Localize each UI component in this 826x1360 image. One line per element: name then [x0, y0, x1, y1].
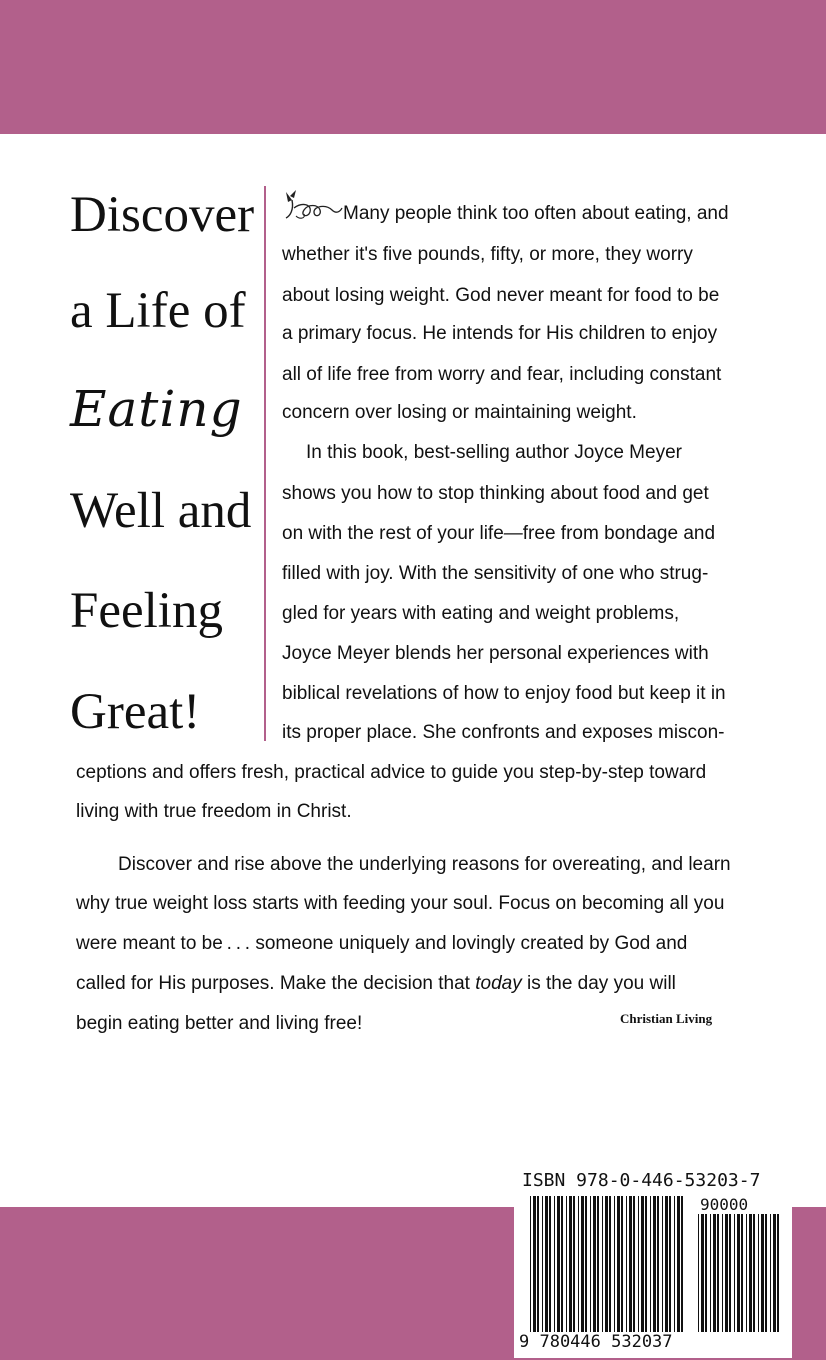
barcode-bar — [777, 1214, 779, 1332]
barcode-bar — [537, 1196, 539, 1332]
description-line-5: all of life free from worry and fear, including constant — [282, 364, 722, 385]
barcode-bar — [602, 1196, 603, 1332]
barcode-bar — [581, 1196, 584, 1332]
closing-line-2: why true weight loss starts with feeding your soul. Focus on becoming all you — [76, 893, 725, 914]
barcode-bar — [657, 1196, 659, 1332]
barcode-bar — [770, 1214, 771, 1332]
closing-line-1: Discover and rise above the underlying reasons for overeating, and learn — [118, 854, 731, 875]
barcode-bar — [617, 1196, 620, 1332]
description-line-11: gled for years with eating and weight problems, — [282, 603, 680, 624]
barcode-bar — [713, 1214, 716, 1332]
barcode-bar — [621, 1196, 623, 1332]
barcode-bar — [749, 1214, 752, 1332]
description-line-1: Many people think too often about eating, and — [343, 203, 729, 224]
closing-line-3: were meant to be . . . someone uniquely and lovingly created by God and — [76, 933, 688, 954]
barcode-bar — [669, 1196, 671, 1332]
headline-line-3-script: Eating — [70, 380, 243, 438]
floral-vine-icon — [282, 186, 344, 222]
barcode-bar — [741, 1214, 743, 1332]
barcode-bar — [569, 1196, 572, 1332]
barcode-bar — [633, 1196, 635, 1332]
barcode-bar — [533, 1196, 536, 1332]
barcode-bar — [545, 1196, 548, 1332]
description-line-2: whether it's five pounds, fifty, or more, they worry — [282, 244, 693, 265]
barcode-bar — [578, 1196, 579, 1332]
barcode-bar — [614, 1196, 615, 1332]
barcode-bar — [585, 1196, 587, 1332]
barcode-bar — [665, 1196, 668, 1332]
headline-line-5: Feeling — [70, 583, 223, 639]
barcode-bar — [725, 1214, 728, 1332]
barcode-bar — [753, 1214, 755, 1332]
barcode-bar — [626, 1196, 627, 1332]
barcode-bar — [629, 1196, 632, 1332]
barcode-bar — [530, 1196, 531, 1332]
description-line-9: on with the rest of your life—free from bondage and — [282, 523, 716, 544]
description-line-15: ceptions and offers fresh, practical advice to guide you step-by-step toward — [76, 762, 707, 783]
barcode-bar — [542, 1196, 543, 1332]
headline-line-6: Great! — [70, 684, 201, 740]
closing-line-4 — [76, 974, 676, 993]
barcode-bar — [554, 1196, 555, 1332]
headline-line-1: Discover — [70, 187, 255, 243]
description-line-13: biblical revelations of how to enjoy food but keep it in — [282, 683, 726, 704]
barcode-bar — [549, 1196, 551, 1332]
description-line-3: about losing weight. God never meant for food to be — [282, 285, 720, 306]
description-line-10: filled with joy. With the sensitivity of one who strug- — [282, 563, 709, 584]
barcode-bar — [590, 1196, 591, 1332]
price-code: 90000 — [700, 1195, 749, 1214]
description-line-7: In this book, best-selling author Joyce Meyer — [306, 442, 682, 463]
description-line-4: a primary focus. He intends for His children to enjoy — [282, 323, 718, 344]
headline-line-4: Well and — [70, 483, 252, 539]
barcode-bar — [609, 1196, 611, 1332]
description-line-6: concern over losing or maintaining weight. — [282, 402, 637, 423]
barcode-bar — [746, 1214, 747, 1332]
barcode-bar — [638, 1196, 639, 1332]
barcode-bar — [681, 1196, 683, 1332]
top-color-band — [0, 0, 826, 134]
barcode-bar — [653, 1196, 656, 1332]
isbn-label: ISBN 978-0-446-53203-7 — [522, 1170, 761, 1191]
barcode-bar — [597, 1196, 599, 1332]
barcode-bar — [557, 1196, 560, 1332]
barcode-bar — [605, 1196, 608, 1332]
ean-barcode — [530, 1196, 688, 1332]
addon-barcode — [698, 1214, 784, 1332]
barcode-bar — [662, 1196, 663, 1332]
barcode-bar — [717, 1214, 719, 1332]
headline-line-2: a Life of — [70, 283, 246, 339]
barcode-bar — [645, 1196, 647, 1332]
description-line-12: Joyce Meyer blends her personal experiences with — [282, 643, 709, 664]
description-line-16: living with true freedom in Christ. — [76, 801, 352, 822]
barcode-bar — [705, 1214, 707, 1332]
barcode-bar — [593, 1196, 596, 1332]
barcode-bar — [722, 1214, 723, 1332]
genre-label: Christian Living — [620, 1011, 713, 1026]
barcode-bar — [761, 1214, 764, 1332]
barcode-bar — [698, 1214, 699, 1332]
barcode-bar — [650, 1196, 651, 1332]
closing-line-4-start: called for His purposes. Make the decision that — [76, 973, 476, 994]
barcode-bar — [561, 1196, 563, 1332]
barcode-bar — [566, 1196, 567, 1332]
closing-line-5: begin eating better and living free! — [76, 1013, 363, 1034]
barcode-bar — [729, 1214, 731, 1332]
barcode-bar — [737, 1214, 740, 1332]
barcode-bar — [677, 1196, 680, 1332]
barcode-bar — [573, 1196, 575, 1332]
vertical-divider — [264, 186, 266, 741]
barcode-bar — [710, 1214, 711, 1332]
barcode-bar — [701, 1214, 704, 1332]
ean-digits: 9 780446 532037 — [519, 1332, 673, 1352]
description-line-8: shows you how to stop thinking about food and get — [282, 483, 709, 504]
barcode-bar — [641, 1196, 644, 1332]
barcode-bar — [765, 1214, 767, 1332]
description-line-14: its proper place. She confronts and exposes miscon- — [282, 722, 725, 743]
barcode-bar — [734, 1214, 735, 1332]
closing-line-4-emphasis: today — [475, 973, 522, 994]
closing-line-4-end: is the day you will — [521, 973, 676, 994]
barcode-bar — [758, 1214, 759, 1332]
barcode-bar — [773, 1214, 776, 1332]
barcode-bar — [674, 1196, 675, 1332]
